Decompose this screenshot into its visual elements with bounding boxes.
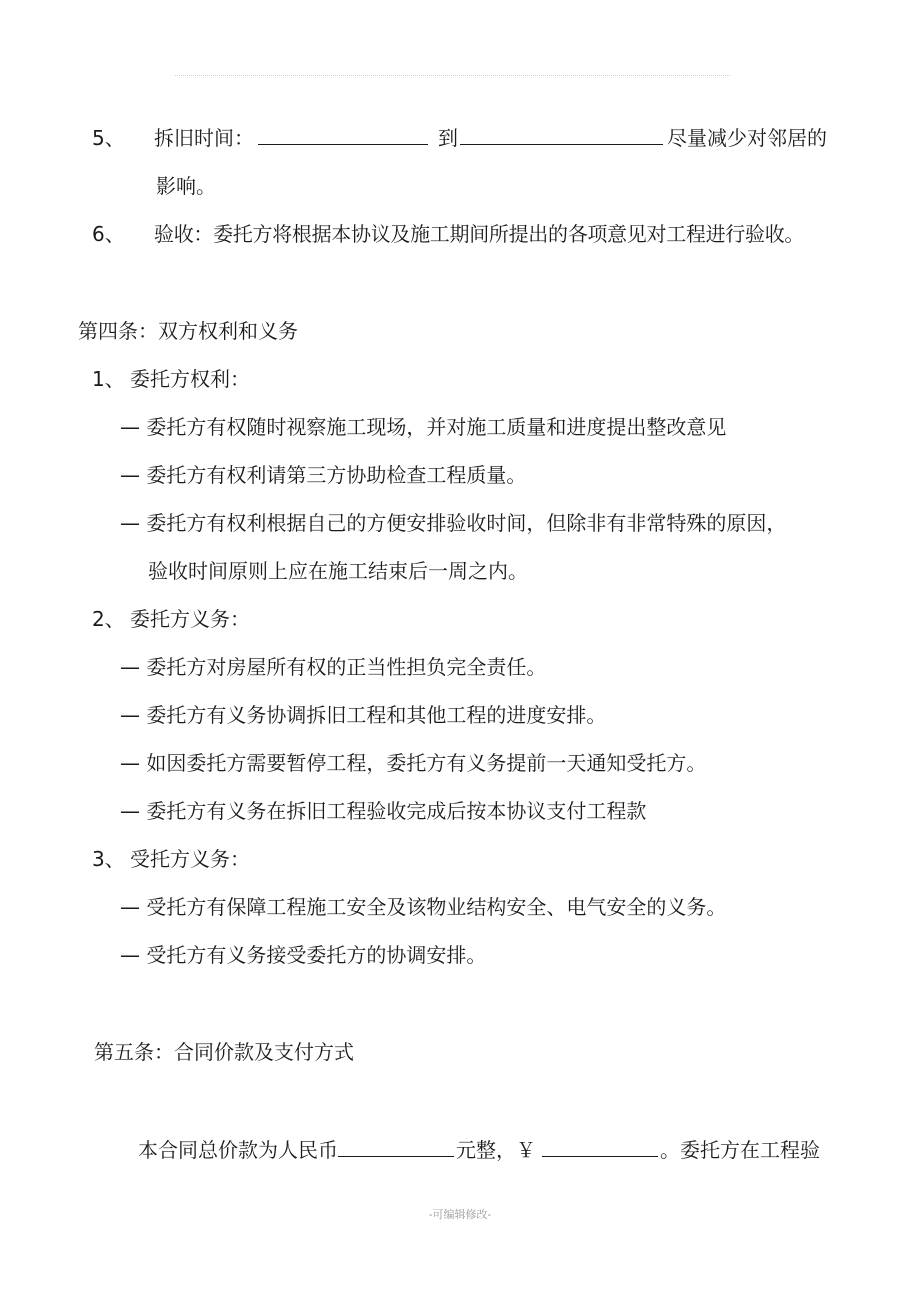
price-rmb-blank[interactable] bbox=[338, 1136, 454, 1157]
sub-1-title: 委托方权利： bbox=[130, 367, 250, 391]
end-date-blank[interactable] bbox=[460, 124, 663, 145]
sub-2-point-4: — 委托方有义务在拆旧工程验收完成后按本协议支付工程款 bbox=[120, 799, 647, 823]
item-6-number: 6、 bbox=[92, 222, 125, 246]
item-6 bbox=[92, 220, 804, 248]
sub-2-heading bbox=[92, 605, 250, 633]
sub-2-point-3: — 如因委托方需要暂停工程，委托方有义务提前一天通知受托方。 bbox=[120, 751, 707, 775]
item-6-text: 验收：委托方将根据本协议及施工期间所提出的各项意见对工程进行验收。 bbox=[154, 222, 805, 246]
sub-3-heading bbox=[92, 845, 250, 873]
item-5-number: 5、 bbox=[92, 126, 125, 150]
price-text-start: 本合同总价款为人民币 bbox=[138, 1138, 338, 1162]
page-footer: -可编辑修改- bbox=[428, 1208, 492, 1221]
sub-2-point-1: — 委托方对房屋所有权的正当性担负完全责任。 bbox=[120, 655, 547, 679]
price-text-mid: 元整，￥ bbox=[456, 1138, 536, 1162]
sub-1-point-3: — 委托方有权利根据自己的方便安排验收时间，但除非有非常特殊的原因， bbox=[120, 511, 787, 535]
sub-1-point-2: — 委托方有权利请第三方协助检查工程质量。 bbox=[120, 463, 527, 487]
sub-1-heading bbox=[92, 365, 250, 393]
price-yuan-blank[interactable] bbox=[542, 1136, 658, 1157]
sub-1-point-1: — 委托方有权随时视察施工现场，并对施工质量和进度提出整改意见 bbox=[120, 415, 727, 439]
price-text-end: 。委托方在工程验 bbox=[660, 1138, 820, 1162]
sub-2-point-2: — 委托方有义务协调拆旧工程和其他工程的进度安排。 bbox=[120, 703, 607, 727]
sub-3-number: 3、 bbox=[92, 847, 125, 871]
item-5-label: 拆旧时间： bbox=[154, 126, 254, 150]
sub-2-title: 委托方义务： bbox=[130, 607, 250, 631]
item-5-to: 到 bbox=[438, 126, 458, 150]
article-5-paragraph bbox=[138, 1136, 820, 1164]
sub-3-title: 受托方义务： bbox=[130, 847, 250, 871]
sub-3-point-1: — 受托方有保障工程施工安全及该物业结构安全、电气安全的义务。 bbox=[120, 895, 727, 919]
sub-2-number: 2、 bbox=[92, 607, 125, 631]
sub-3-point-2: — 受托方有义务接受委托方的协调安排。 bbox=[120, 943, 487, 967]
start-date-blank[interactable] bbox=[258, 124, 428, 145]
sub-1-number: 1、 bbox=[92, 367, 125, 391]
header-divider bbox=[175, 75, 730, 76]
item-5-continuation: 影响。 bbox=[156, 174, 216, 198]
sub-1-point-3-continuation: 验收时间原则上应在施工结束后一周之内。 bbox=[148, 559, 528, 583]
article-4-title: 第四条：双方权利和义务 bbox=[78, 319, 298, 343]
article-5-title: 第五条：合同价款及支付方式 bbox=[94, 1040, 354, 1064]
item-5 bbox=[92, 124, 827, 152]
item-5-rest: 尽量减少对邻居的 bbox=[667, 126, 827, 150]
